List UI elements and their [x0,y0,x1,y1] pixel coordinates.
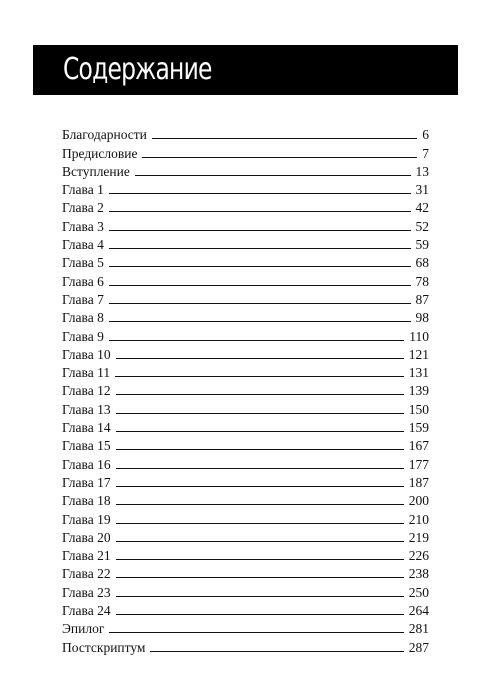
toc-entry[interactable] [62,453,429,471]
toc-entry-label: Глава 19 [62,511,111,527]
toc-entry[interactable] [62,490,429,508]
toc-leader-line [116,358,404,359]
page-title: Содержание [63,52,212,87]
toc-entry[interactable] [62,142,429,160]
toc-leader-line [152,138,417,139]
toc-entry-page-number: 177 [408,456,429,472]
toc-entry[interactable] [62,197,429,215]
toc-entry-label: Глава 10 [62,346,111,362]
toc-entry[interactable] [62,215,429,233]
toc-entry-label: Глава 3 [62,218,104,234]
toc-entry-page-number: 281 [408,621,429,637]
toc-leader-line [109,632,403,633]
toc-entry-label: Глава 7 [62,291,104,307]
toc-entry-page-number: 87 [415,291,429,307]
toc-entry[interactable] [62,124,429,142]
toc-entry[interactable] [62,380,429,398]
toc-entry-page-number: 68 [415,255,429,271]
toc-leader-line [109,248,411,249]
toc-entry[interactable] [62,398,429,416]
toc-entry-label: Глава 16 [62,456,111,472]
toc-entry-label: Глава 12 [62,383,111,399]
toc-leader-line [116,559,404,560]
toc-entry[interactable] [62,600,429,618]
toc-leader-line [116,504,404,505]
toc-entry-page-number: 6 [422,127,429,143]
table-of-contents [62,124,429,655]
toc-entry-label: Глава 18 [62,493,111,509]
toc-entry[interactable] [62,508,429,526]
toc-leader-line [109,340,404,341]
toc-leader-line [109,266,411,267]
toc-entry-label: Глава 4 [62,237,104,253]
toc-entry-label: Глава 11 [62,365,111,381]
toc-entry-page-number: 187 [408,474,429,490]
toc-entry-page-number: 42 [415,200,429,216]
toc-entry-page-number: 7 [422,145,429,161]
toc-leader-line [116,596,404,597]
toc-entry-label: Глава 15 [62,438,111,454]
toc-entry[interactable] [62,417,429,435]
toc-entry-page-number: 121 [408,346,429,362]
toc-entry-label: Глава 24 [62,603,111,619]
toc-entry-page-number: 219 [408,529,429,545]
toc-entry-page-number: 159 [408,420,429,436]
toc-entry-page-number: 250 [408,584,429,600]
toc-entry-page-number: 131 [408,365,429,381]
toc-entry-label: Глава 22 [62,566,111,582]
toc-entry[interactable] [62,252,429,270]
toc-entry[interactable] [62,435,429,453]
toc-leader-line [116,431,404,432]
toc-entry-page-number: 264 [408,603,429,619]
toc-entry[interactable] [62,527,429,545]
toc-leader-line [150,651,403,652]
toc-leader-line [109,211,411,212]
toc-entry[interactable] [62,234,429,252]
toc-entry[interactable] [62,545,429,563]
toc-leader-line [109,303,411,304]
toc-leader-line [116,468,404,469]
toc-leader-line [116,486,404,487]
toc-entry-label: Вступление [62,163,130,179]
toc-entry[interactable] [62,636,429,654]
toc-leader-line [116,413,404,414]
toc-entry[interactable] [62,344,429,362]
toc-leader-line [116,394,404,395]
toc-entry-label: Глава 1 [62,182,104,198]
toc-entry[interactable] [62,307,429,325]
toc-entry-label: Глава 8 [62,310,104,326]
header-bar [33,45,458,95]
toc-entry-label: Глава 23 [62,584,111,600]
toc-leader-line [116,614,404,615]
toc-entry-page-number: 59 [415,237,429,253]
toc-leader-line [116,541,404,542]
toc-entry-page-number: 13 [415,163,429,179]
toc-entry-page-number: 287 [408,639,429,655]
toc-leader-line [116,577,404,578]
toc-entry-label: Глава 20 [62,529,111,545]
toc-entry-label: Глава 5 [62,255,104,271]
toc-leader-line [116,523,404,524]
toc-entry[interactable] [62,325,429,343]
toc-entry-page-number: 139 [408,383,429,399]
toc-entry[interactable] [62,581,429,599]
toc-leader-line [109,193,411,194]
toc-entry-page-number: 98 [415,310,429,326]
toc-entry-page-number: 238 [408,566,429,582]
toc-entry[interactable] [62,472,429,490]
toc-entry-page-number: 150 [408,401,429,417]
toc-entry[interactable] [62,563,429,581]
toc-entry[interactable] [62,362,429,380]
toc-entry-page-number: 31 [415,182,429,198]
toc-entry[interactable] [62,270,429,288]
toc-leader-line [109,321,411,322]
toc-entry-page-number: 200 [408,493,429,509]
toc-leader-line [115,376,404,377]
toc-entry-label: Благодарности [62,127,147,143]
toc-entry-label: Эпилог [62,621,105,637]
toc-entry-label: Глава 2 [62,200,104,216]
toc-entry-label: Глава 17 [62,474,111,490]
toc-leader-line [116,449,404,450]
toc-entry-page-number: 210 [408,511,429,527]
toc-entry-label: Постскриптум [62,639,146,655]
toc-entry-label: Предисловие [62,145,138,161]
toc-leader-line [109,285,411,286]
toc-entry-label: Глава 13 [62,401,111,417]
toc-entry-page-number: 110 [409,328,429,344]
toc-entry-label: Глава 21 [62,548,111,564]
toc-leader-line [109,230,411,231]
toc-entry[interactable] [62,289,429,307]
toc-entry-page-number: 167 [408,438,429,454]
toc-leader-line [135,175,411,176]
toc-entry-label: Глава 9 [62,328,104,344]
toc-entry-page-number: 78 [415,273,429,289]
toc-leader-line [142,157,417,158]
toc-entry-label: Глава 14 [62,420,111,436]
toc-entry[interactable] [62,161,429,179]
toc-entry-page-number: 52 [415,218,429,234]
toc-entry[interactable] [62,618,429,636]
toc-entry-label: Глава 6 [62,273,104,289]
toc-entry[interactable] [62,179,429,197]
toc-entry-page-number: 226 [408,548,429,564]
